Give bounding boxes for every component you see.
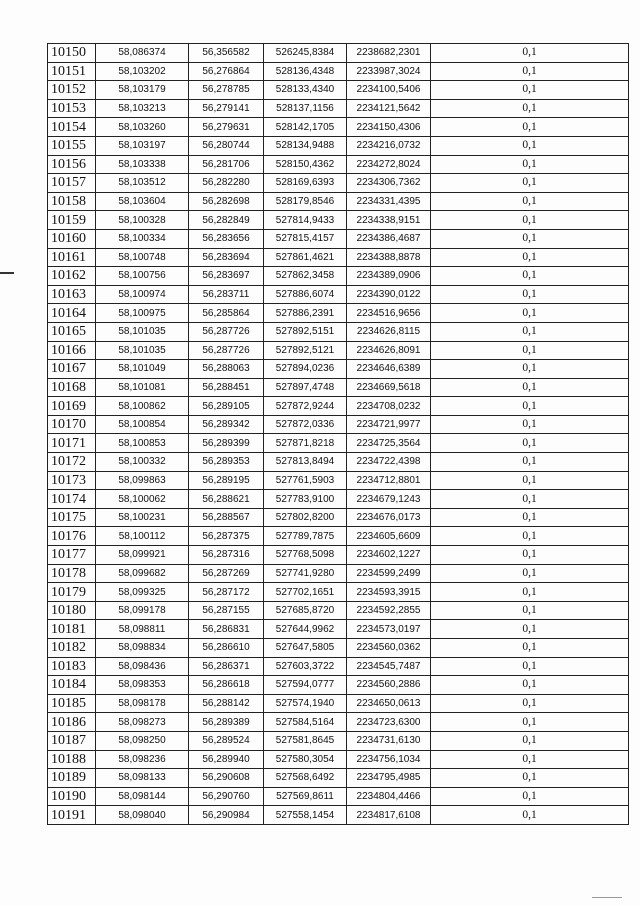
longitude-cell: 58,086374: [96, 44, 189, 63]
table-row: [48, 229, 629, 248]
latitude-cell: 56,276864: [189, 62, 264, 81]
y-coordinate-cell: 2234100,5406: [347, 81, 431, 100]
longitude-cell: 58,100756: [96, 267, 189, 286]
point-number-cell: 10191: [48, 806, 96, 825]
precision-cell: 0,1: [431, 490, 629, 509]
latitude-cell: 56,286610: [189, 639, 264, 658]
table-row: [48, 304, 629, 323]
precision-cell: 0,1: [431, 248, 629, 267]
longitude-cell: 58,100862: [96, 397, 189, 416]
latitude-cell: 56,287316: [189, 546, 264, 565]
coordinates-table-body: [48, 44, 629, 825]
x-coordinate-cell: 527768,5098: [264, 546, 347, 565]
precision-cell: 0,1: [431, 360, 629, 379]
longitude-cell: 58,098436: [96, 657, 189, 676]
table-row: [48, 657, 629, 676]
table-row: [48, 341, 629, 360]
point-number-cell: 10161: [48, 248, 96, 267]
longitude-cell: 58,100112: [96, 527, 189, 546]
x-coordinate-cell: 527584,5164: [264, 713, 347, 732]
latitude-cell: 56,287269: [189, 564, 264, 583]
table-row: [48, 453, 629, 472]
point-number-cell: 10158: [48, 192, 96, 211]
y-coordinate-cell: 2234712,8801: [347, 471, 431, 490]
x-coordinate-cell: 527685,8720: [264, 601, 347, 620]
point-number-cell: 10156: [48, 155, 96, 174]
x-coordinate-cell: 527862,3458: [264, 267, 347, 286]
table-row: [48, 322, 629, 341]
precision-cell: 0,1: [431, 527, 629, 546]
latitude-cell: 56,290608: [189, 769, 264, 788]
longitude-cell: 58,100231: [96, 508, 189, 527]
table-row: [48, 192, 629, 211]
x-coordinate-cell: 527581,8645: [264, 731, 347, 750]
latitude-cell: 56,289353: [189, 453, 264, 472]
precision-cell: 0,1: [431, 341, 629, 360]
x-coordinate-cell: 527861,4621: [264, 248, 347, 267]
longitude-cell: 58,098834: [96, 639, 189, 658]
latitude-cell: 56,290984: [189, 806, 264, 825]
latitude-cell: 56,282280: [189, 174, 264, 193]
table-row: [48, 564, 629, 583]
latitude-cell: 56,289342: [189, 415, 264, 434]
x-coordinate-cell: 528150,4362: [264, 155, 347, 174]
longitude-cell: 58,101081: [96, 378, 189, 397]
latitude-cell: 56,288451: [189, 378, 264, 397]
y-coordinate-cell: 2234626,8091: [347, 341, 431, 360]
longitude-cell: 58,103604: [96, 192, 189, 211]
x-coordinate-cell: 527603,3722: [264, 657, 347, 676]
latitude-cell: 56,287155: [189, 601, 264, 620]
longitude-cell: 58,103179: [96, 81, 189, 100]
point-number-cell: 10160: [48, 229, 96, 248]
point-number-cell: 10171: [48, 434, 96, 453]
x-coordinate-cell: 527568,6492: [264, 769, 347, 788]
table-row: [48, 99, 629, 118]
point-number-cell: 10159: [48, 211, 96, 230]
y-coordinate-cell: 2234573,0197: [347, 620, 431, 639]
table-row: [48, 248, 629, 267]
table-row: [48, 620, 629, 639]
table-row: [48, 415, 629, 434]
longitude-cell: 58,100062: [96, 490, 189, 509]
y-coordinate-cell: 2234650,0613: [347, 694, 431, 713]
y-coordinate-cell: 2234560,2886: [347, 676, 431, 695]
precision-cell: 0,1: [431, 639, 629, 658]
point-number-cell: 10185: [48, 694, 96, 713]
precision-cell: 0,1: [431, 304, 629, 323]
point-number-cell: 10179: [48, 583, 96, 602]
latitude-cell: 56,288621: [189, 490, 264, 509]
y-coordinate-cell: 2234560,0362: [347, 639, 431, 658]
precision-cell: 0,1: [431, 118, 629, 137]
table-row: [48, 267, 629, 286]
y-coordinate-cell: 2234390,0122: [347, 285, 431, 304]
point-number-cell: 10170: [48, 415, 96, 434]
longitude-cell: 58,101035: [96, 341, 189, 360]
x-coordinate-cell: 526245,8384: [264, 44, 347, 63]
x-coordinate-cell: 527871,8218: [264, 434, 347, 453]
x-coordinate-cell: 527815,4157: [264, 229, 347, 248]
y-coordinate-cell: 2234708,0232: [347, 397, 431, 416]
x-coordinate-cell: 528134,9488: [264, 136, 347, 155]
table-row: [48, 546, 629, 565]
precision-cell: 0,1: [431, 267, 629, 286]
longitude-cell: 58,098353: [96, 676, 189, 695]
point-number-cell: 10167: [48, 360, 96, 379]
x-coordinate-cell: 527813,8494: [264, 453, 347, 472]
table-row: [48, 174, 629, 193]
latitude-cell: 56,283694: [189, 248, 264, 267]
precision-cell: 0,1: [431, 787, 629, 806]
table-row: [48, 713, 629, 732]
latitude-cell: 56,289389: [189, 713, 264, 732]
y-coordinate-cell: 2234121,5642: [347, 99, 431, 118]
precision-cell: 0,1: [431, 453, 629, 472]
table-row: [48, 44, 629, 63]
latitude-cell: 56,288567: [189, 508, 264, 527]
y-coordinate-cell: 2234669,5618: [347, 378, 431, 397]
table-row: [48, 136, 629, 155]
precision-cell: 0,1: [431, 694, 629, 713]
precision-cell: 0,1: [431, 322, 629, 341]
y-coordinate-cell: 2234646,6389: [347, 360, 431, 379]
longitude-cell: 58,103338: [96, 155, 189, 174]
y-coordinate-cell: 2234389,0906: [347, 267, 431, 286]
point-number-cell: 10169: [48, 397, 96, 416]
x-coordinate-cell: 527647,5805: [264, 639, 347, 658]
y-coordinate-cell: 2234795,4985: [347, 769, 431, 788]
table-row: [48, 360, 629, 379]
longitude-cell: 58,098178: [96, 694, 189, 713]
point-number-cell: 10152: [48, 81, 96, 100]
x-coordinate-cell: 527886,6074: [264, 285, 347, 304]
longitude-cell: 58,098273: [96, 713, 189, 732]
x-coordinate-cell: 527872,0336: [264, 415, 347, 434]
latitude-cell: 56,286371: [189, 657, 264, 676]
precision-cell: 0,1: [431, 676, 629, 695]
precision-cell: 0,1: [431, 44, 629, 63]
y-coordinate-cell: 2234721,9977: [347, 415, 431, 434]
y-coordinate-cell: 2234676,0173: [347, 508, 431, 527]
point-number-cell: 10165: [48, 322, 96, 341]
y-coordinate-cell: 2234272,8024: [347, 155, 431, 174]
x-coordinate-cell: 528133,4340: [264, 81, 347, 100]
latitude-cell: 56,286618: [189, 676, 264, 695]
y-coordinate-cell: 2234817,6108: [347, 806, 431, 825]
point-number-cell: 10154: [48, 118, 96, 137]
table-row: [48, 285, 629, 304]
longitude-cell: 58,099863: [96, 471, 189, 490]
longitude-cell: 58,100328: [96, 211, 189, 230]
y-coordinate-cell: 2234725,3564: [347, 434, 431, 453]
point-number-cell: 10150: [48, 44, 96, 63]
latitude-cell: 56,283711: [189, 285, 264, 304]
point-number-cell: 10188: [48, 750, 96, 769]
longitude-cell: 58,099921: [96, 546, 189, 565]
longitude-cell: 58,100854: [96, 415, 189, 434]
y-coordinate-cell: 2234679,1243: [347, 490, 431, 509]
precision-cell: 0,1: [431, 62, 629, 81]
y-coordinate-cell: 2234338,9151: [347, 211, 431, 230]
latitude-cell: 56,356582: [189, 44, 264, 63]
x-coordinate-cell: 527886,2391: [264, 304, 347, 323]
point-number-cell: 10175: [48, 508, 96, 527]
y-coordinate-cell: 2234306,7362: [347, 174, 431, 193]
y-coordinate-cell: 2234150,4306: [347, 118, 431, 137]
latitude-cell: 56,278785: [189, 81, 264, 100]
y-coordinate-cell: 2233987,3024: [347, 62, 431, 81]
point-number-cell: 10182: [48, 639, 96, 658]
latitude-cell: 56,289399: [189, 434, 264, 453]
precision-cell: 0,1: [431, 657, 629, 676]
longitude-cell: 58,099325: [96, 583, 189, 602]
latitude-cell: 56,283656: [189, 229, 264, 248]
precision-cell: 0,1: [431, 750, 629, 769]
precision-cell: 0,1: [431, 378, 629, 397]
x-coordinate-cell: 528169,6393: [264, 174, 347, 193]
y-coordinate-cell: 2234545,7487: [347, 657, 431, 676]
table-row: [48, 490, 629, 509]
y-coordinate-cell: 2234722,4398: [347, 453, 431, 472]
point-number-cell: 10172: [48, 453, 96, 472]
table-row: [48, 62, 629, 81]
latitude-cell: 56,279141: [189, 99, 264, 118]
precision-cell: 0,1: [431, 174, 629, 193]
latitude-cell: 56,285864: [189, 304, 264, 323]
precision-cell: 0,1: [431, 471, 629, 490]
precision-cell: 0,1: [431, 99, 629, 118]
longitude-cell: 58,103202: [96, 62, 189, 81]
longitude-cell: 58,098133: [96, 769, 189, 788]
point-number-cell: 10184: [48, 676, 96, 695]
point-number-cell: 10163: [48, 285, 96, 304]
longitude-cell: 58,101049: [96, 360, 189, 379]
x-coordinate-cell: 527594,0777: [264, 676, 347, 695]
longitude-cell: 58,098236: [96, 750, 189, 769]
y-coordinate-cell: 2238682,2301: [347, 44, 431, 63]
point-number-cell: 10177: [48, 546, 96, 565]
longitude-cell: 58,099178: [96, 601, 189, 620]
latitude-cell: 56,289105: [189, 397, 264, 416]
latitude-cell: 56,287726: [189, 341, 264, 360]
table-row: [48, 155, 629, 174]
x-coordinate-cell: 527783,9100: [264, 490, 347, 509]
latitude-cell: 56,289524: [189, 731, 264, 750]
longitude-cell: 58,098040: [96, 806, 189, 825]
x-coordinate-cell: 527761,5903: [264, 471, 347, 490]
x-coordinate-cell: 527892,5121: [264, 341, 347, 360]
precision-cell: 0,1: [431, 211, 629, 230]
y-coordinate-cell: 2234626,8115: [347, 322, 431, 341]
x-coordinate-cell: 527789,7875: [264, 527, 347, 546]
x-coordinate-cell: 527558,1454: [264, 806, 347, 825]
x-coordinate-cell: 527892,5151: [264, 322, 347, 341]
x-coordinate-cell: 527741,9280: [264, 564, 347, 583]
x-coordinate-cell: 527702,1651: [264, 583, 347, 602]
longitude-cell: 58,100853: [96, 434, 189, 453]
point-number-cell: 10186: [48, 713, 96, 732]
longitude-cell: 58,100748: [96, 248, 189, 267]
latitude-cell: 56,279631: [189, 118, 264, 137]
y-coordinate-cell: 2234331,4395: [347, 192, 431, 211]
table-row: [48, 787, 629, 806]
latitude-cell: 56,289940: [189, 750, 264, 769]
y-coordinate-cell: 2234605,6609: [347, 527, 431, 546]
x-coordinate-cell: 527894,0236: [264, 360, 347, 379]
longitude-cell: 58,100334: [96, 229, 189, 248]
y-coordinate-cell: 2234516,9656: [347, 304, 431, 323]
longitude-cell: 58,098811: [96, 620, 189, 639]
y-coordinate-cell: 2234593,3915: [347, 583, 431, 602]
table-row: [48, 211, 629, 230]
point-number-cell: 10189: [48, 769, 96, 788]
table-row: [48, 434, 629, 453]
point-number-cell: 10151: [48, 62, 96, 81]
x-coordinate-cell: 527644,9962: [264, 620, 347, 639]
y-coordinate-cell: 2234723,6300: [347, 713, 431, 732]
precision-cell: 0,1: [431, 415, 629, 434]
latitude-cell: 56,283697: [189, 267, 264, 286]
precision-cell: 0,1: [431, 136, 629, 155]
table-row: [48, 397, 629, 416]
precision-cell: 0,1: [431, 285, 629, 304]
table-row: [48, 527, 629, 546]
latitude-cell: 56,287726: [189, 322, 264, 341]
precision-cell: 0,1: [431, 620, 629, 639]
x-coordinate-cell: 527897,4748: [264, 378, 347, 397]
longitude-cell: 58,103512: [96, 174, 189, 193]
table-row: [48, 471, 629, 490]
precision-cell: 0,1: [431, 546, 629, 565]
table-row: [48, 81, 629, 100]
longitude-cell: 58,099682: [96, 564, 189, 583]
y-coordinate-cell: 2234599,2499: [347, 564, 431, 583]
x-coordinate-cell: 527872,9244: [264, 397, 347, 416]
point-number-cell: 10153: [48, 99, 96, 118]
precision-cell: 0,1: [431, 564, 629, 583]
y-coordinate-cell: 2234804,4466: [347, 787, 431, 806]
y-coordinate-cell: 2234731,6130: [347, 731, 431, 750]
y-coordinate-cell: 2234602,1227: [347, 546, 431, 565]
longitude-cell: 58,103197: [96, 136, 189, 155]
x-coordinate-cell: 527574,1940: [264, 694, 347, 713]
x-coordinate-cell: 527569,8611: [264, 787, 347, 806]
table-row: [48, 639, 629, 658]
longitude-cell: 58,100974: [96, 285, 189, 304]
precision-cell: 0,1: [431, 601, 629, 620]
table-row: [48, 731, 629, 750]
precision-cell: 0,1: [431, 229, 629, 248]
table-row: [48, 676, 629, 695]
latitude-cell: 56,289195: [189, 471, 264, 490]
table-row: [48, 583, 629, 602]
y-coordinate-cell: 2234756,1034: [347, 750, 431, 769]
table-row: [48, 378, 629, 397]
x-coordinate-cell: 528137,1156: [264, 99, 347, 118]
y-coordinate-cell: 2234216,0732: [347, 136, 431, 155]
latitude-cell: 56,280744: [189, 136, 264, 155]
point-number-cell: 10164: [48, 304, 96, 323]
point-number-cell: 10173: [48, 471, 96, 490]
coordinates-table: [47, 43, 629, 825]
longitude-cell: 58,103213: [96, 99, 189, 118]
point-number-cell: 10157: [48, 174, 96, 193]
page-edge-mark: [0, 272, 14, 274]
latitude-cell: 56,290760: [189, 787, 264, 806]
x-coordinate-cell: 527814,9433: [264, 211, 347, 230]
table-row: [48, 601, 629, 620]
y-coordinate-cell: 2234388,8878: [347, 248, 431, 267]
x-coordinate-cell: 528179,8546: [264, 192, 347, 211]
precision-cell: 0,1: [431, 434, 629, 453]
x-coordinate-cell: 527802,8200: [264, 508, 347, 527]
table-row: [48, 806, 629, 825]
table-row: [48, 694, 629, 713]
point-number-cell: 10155: [48, 136, 96, 155]
point-number-cell: 10162: [48, 267, 96, 286]
table-row: [48, 750, 629, 769]
precision-cell: 0,1: [431, 81, 629, 100]
precision-cell: 0,1: [431, 731, 629, 750]
table-row: [48, 769, 629, 788]
latitude-cell: 56,287375: [189, 527, 264, 546]
x-coordinate-cell: 528142,1705: [264, 118, 347, 137]
latitude-cell: 56,282849: [189, 211, 264, 230]
point-number-cell: 10168: [48, 378, 96, 397]
precision-cell: 0,1: [431, 397, 629, 416]
precision-cell: 0,1: [431, 713, 629, 732]
table-row: [48, 118, 629, 137]
precision-cell: 0,1: [431, 769, 629, 788]
table-row: [48, 508, 629, 527]
longitude-cell: 58,098144: [96, 787, 189, 806]
point-number-cell: 10166: [48, 341, 96, 360]
longitude-cell: 58,100975: [96, 304, 189, 323]
precision-cell: 0,1: [431, 192, 629, 211]
latitude-cell: 56,287172: [189, 583, 264, 602]
point-number-cell: 10190: [48, 787, 96, 806]
latitude-cell: 56,282698: [189, 192, 264, 211]
point-number-cell: 10178: [48, 564, 96, 583]
x-coordinate-cell: 527580,3054: [264, 750, 347, 769]
precision-cell: 0,1: [431, 508, 629, 527]
point-number-cell: 10181: [48, 620, 96, 639]
latitude-cell: 56,286831: [189, 620, 264, 639]
y-coordinate-cell: 2234592,2855: [347, 601, 431, 620]
longitude-cell: 58,103260: [96, 118, 189, 137]
longitude-cell: 58,098250: [96, 731, 189, 750]
point-number-cell: 10174: [48, 490, 96, 509]
point-number-cell: 10187: [48, 731, 96, 750]
latitude-cell: 56,288142: [189, 694, 264, 713]
point-number-cell: 10183: [48, 657, 96, 676]
point-number-cell: 10180: [48, 601, 96, 620]
latitude-cell: 56,281706: [189, 155, 264, 174]
point-number-cell: 10176: [48, 527, 96, 546]
longitude-cell: 58,101035: [96, 322, 189, 341]
y-coordinate-cell: 2234386,4687: [347, 229, 431, 248]
precision-cell: 0,1: [431, 806, 629, 825]
x-coordinate-cell: 528136,4348: [264, 62, 347, 81]
page-edge-mark: [592, 897, 622, 898]
precision-cell: 0,1: [431, 583, 629, 602]
precision-cell: 0,1: [431, 155, 629, 174]
latitude-cell: 56,288063: [189, 360, 264, 379]
longitude-cell: 58,100332: [96, 453, 189, 472]
